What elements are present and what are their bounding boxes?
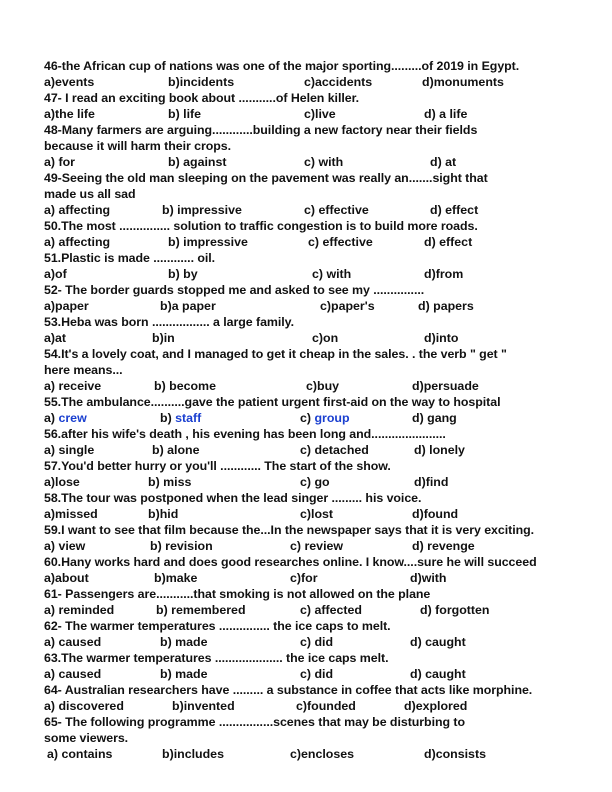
question-block	[44, 554, 610, 586]
answer-option-c: c) detached	[300, 443, 369, 457]
answer-option-d: d) effect	[424, 235, 473, 249]
answer-option-a: a) receive	[44, 379, 102, 393]
answer-option-d: d) at	[430, 155, 457, 169]
answer-options	[44, 298, 610, 314]
question-text-continued: some viewers.	[44, 731, 129, 745]
answer-option-a: a) for	[44, 155, 75, 169]
answer-option-d: d)monuments	[422, 75, 504, 89]
answer-option-c: c)live	[304, 107, 336, 121]
answer-options	[44, 570, 610, 586]
worksheet	[44, 58, 610, 762]
answer-option-c: c)accidents	[304, 75, 373, 89]
highlighted-option-word: staff	[175, 411, 202, 425]
question-block	[44, 650, 610, 682]
question-text-continued: because it will harm their crops.	[44, 139, 232, 153]
answer-options	[44, 74, 610, 90]
answer-option-b: b)a paper	[160, 299, 216, 313]
answer-options	[44, 474, 610, 490]
question-block	[44, 250, 610, 282]
answer-option-d: d) forgotten	[420, 603, 490, 617]
answer-option-c: c)on	[312, 331, 339, 345]
answer-options	[44, 330, 610, 346]
answer-option-b: b)make	[154, 571, 198, 585]
answer-option-d: d) caught	[410, 635, 466, 649]
answer-option-d: d) a life	[424, 107, 468, 121]
question-text: 61- Passengers are...........that smoking is not allowed on the plane	[44, 587, 431, 601]
answer-options	[44, 634, 610, 650]
answer-option-d: d)from	[424, 267, 464, 281]
question-block	[44, 490, 610, 522]
highlighted-option-word: group	[314, 411, 350, 425]
answer-option-a: a) reminded	[44, 603, 115, 617]
option-letter: c)	[300, 411, 315, 425]
answer-option-b: b) revision	[150, 539, 213, 553]
question-block	[44, 618, 610, 650]
question-block	[44, 282, 610, 314]
answer-option-c: c)paper's	[320, 299, 375, 313]
answer-options	[44, 266, 610, 282]
answer-option-d: d)find	[414, 475, 449, 489]
question-block	[44, 394, 610, 426]
answer-option-c: c)founded	[296, 699, 356, 713]
question-text: 46-the African cup of nations was one of the major sporting.........of 2019 in Egypt.	[44, 59, 520, 73]
answer-option-c: c) effective	[308, 235, 373, 249]
answer-option-a: a)missed	[44, 507, 98, 521]
question-block	[44, 714, 610, 762]
question-block	[44, 346, 610, 394]
answer-options	[44, 378, 610, 394]
answer-option-a: a) caused	[44, 635, 102, 649]
answer-option-a: a) affecting	[44, 203, 111, 217]
answer-option-b: b)incidents	[168, 75, 235, 89]
question-text: 49-Seeing the old man sleeping on the pavement was really an.......sight that	[44, 171, 488, 185]
question-text: 65- The following programme ................scenes that may be disturbing to	[44, 715, 465, 729]
answer-option-d: d) papers	[418, 299, 474, 313]
answer-option-b: b) made	[160, 635, 208, 649]
option-letter: b)	[160, 411, 176, 425]
answer-option-b	[160, 410, 201, 426]
answer-option-a: a) affecting	[44, 235, 111, 249]
answer-options	[44, 538, 610, 554]
answer-options	[44, 106, 610, 122]
answer-option-b: b) impressive	[162, 203, 242, 217]
answer-option-c: c) go	[300, 475, 330, 489]
answer-option-d: d) revenge	[412, 539, 475, 553]
question-block	[44, 314, 610, 346]
question-block	[44, 58, 610, 90]
answer-option-d: d)with	[410, 571, 447, 585]
answer-option-b: b)includes	[162, 747, 224, 761]
option-letter: a)	[44, 411, 59, 425]
answer-option-d: d) lonely	[414, 443, 465, 457]
question-text: 55.The ambulance..........gave the patient urgent first-aid on the way to hospital	[44, 395, 501, 409]
answer-option-c: c) with	[304, 155, 344, 169]
question-block	[44, 426, 610, 458]
answer-options	[44, 506, 610, 522]
answer-option-a: a)of	[44, 267, 67, 281]
answer-option-c: c)encloses	[290, 747, 355, 761]
answer-option-a: a)lose	[44, 475, 80, 489]
answer-option-c: c) affected	[300, 603, 362, 617]
answer-option-b: b) by	[168, 267, 198, 281]
question-block	[44, 170, 610, 218]
answer-option-a: a) caused	[44, 667, 102, 681]
answer-option-a	[44, 410, 87, 426]
answer-option-c	[300, 410, 350, 426]
answer-option-b: b)hid	[148, 507, 179, 521]
answer-option-a: a) single	[44, 443, 95, 457]
answer-option-b: b) life	[168, 107, 202, 121]
answer-option-c: c)buy	[306, 379, 340, 393]
answer-option-c: c) effective	[304, 203, 369, 217]
answer-option-d: d)consists	[424, 747, 486, 761]
answer-option-d: d)persuade	[412, 379, 479, 393]
answer-option-c: c) did	[300, 667, 334, 681]
answer-option-b: b) become	[154, 379, 216, 393]
answer-options	[44, 746, 610, 762]
question-block	[44, 122, 610, 170]
question-text: 59.I want to see that film because the...In the newspaper says that it is very exciting.	[44, 523, 535, 537]
answer-option-a: a) contains	[47, 747, 113, 761]
answer-option-d: d)explored	[404, 699, 468, 713]
answer-option-c: c) with	[312, 267, 352, 281]
question-text: 51.Plastic is made ............ oil.	[44, 251, 216, 265]
answer-option-a: a) discovered	[44, 699, 124, 713]
question-text: 53.Heba was born ................. a large family.	[44, 315, 294, 329]
question-block	[44, 682, 610, 714]
answer-option-b: b) remembered	[156, 603, 246, 617]
question-block	[44, 586, 610, 618]
answer-options	[44, 234, 610, 250]
answer-options	[44, 666, 610, 682]
answer-option-b: b)in	[152, 331, 175, 345]
answer-option-c: c) did	[300, 635, 334, 649]
answer-option-a: a)paper	[44, 299, 89, 313]
question-text: 58.The tour was postponed when the lead singer ......... his voice.	[44, 491, 422, 505]
question-text-continued: made us all sad	[44, 187, 136, 201]
answer-option-c: c)for	[290, 571, 318, 585]
question-text-continued: here means...	[44, 363, 123, 377]
question-text: 60.Hany works hard and does good researches online. I know....sure he will succeed	[44, 555, 537, 569]
answer-option-a: a) view	[44, 539, 86, 553]
question-text: 56.after his wife's death , his evening has been long and......................	[44, 427, 446, 441]
question-text: 62- The warmer temperatures ............... the ice caps to melt.	[44, 619, 391, 633]
answer-option-d: d) caught	[410, 667, 466, 681]
question-text: 63.The warmer temperatures .................... the ice caps melt.	[44, 651, 389, 665]
answer-options	[44, 698, 610, 714]
question-block	[44, 458, 610, 490]
answer-options	[44, 154, 610, 170]
answer-option-b: b) made	[160, 667, 208, 681]
answer-option-d: d)found	[412, 507, 459, 521]
answer-options	[44, 410, 610, 426]
highlighted-option-word: crew	[58, 411, 87, 425]
answer-option-b: b)invented	[172, 699, 235, 713]
question-text: 50.The most ............... solution to traffic congestion is to build more roads.	[44, 219, 478, 233]
answer-option-d: d) gang	[412, 411, 457, 425]
answer-options	[44, 442, 610, 458]
answer-option-a: a)events	[44, 75, 95, 89]
question-text: 57.You'd better hurry or you'll ............ The start of the show.	[44, 459, 391, 473]
answer-option-b: b) impressive	[168, 235, 248, 249]
question-text: 48-Many farmers are arguing............building a new factory near their fields	[44, 123, 478, 137]
answer-option-a: a)at	[44, 331, 67, 345]
answer-options	[44, 602, 610, 618]
question-block	[44, 90, 610, 122]
question-block	[44, 218, 610, 250]
question-text: 54.It's a lovely coat, and I managed to get it cheap in the sales. . the verb " get "	[44, 347, 507, 361]
answer-option-c: c)lost	[300, 507, 334, 521]
answer-option-b: b) alone	[152, 443, 200, 457]
answer-option-d: d)into	[424, 331, 459, 345]
question-block	[44, 522, 610, 554]
answer-option-b: b) against	[168, 155, 227, 169]
question-text: 47- I read an exciting book about ...........of Helen killer.	[44, 91, 360, 105]
question-text: 52- The border guards stopped me and asked to see my ...............	[44, 283, 425, 297]
question-text: 64- Australian researchers have ......... a substance in coffee that acts like morphine.	[44, 683, 533, 697]
answer-option-a: a)about	[44, 571, 89, 585]
answer-option-c: c) review	[290, 539, 344, 553]
answer-option-b: b) miss	[148, 475, 192, 489]
answer-option-d: d) effect	[430, 203, 479, 217]
answer-option-a: a)the life	[44, 107, 95, 121]
answer-options	[44, 202, 610, 218]
